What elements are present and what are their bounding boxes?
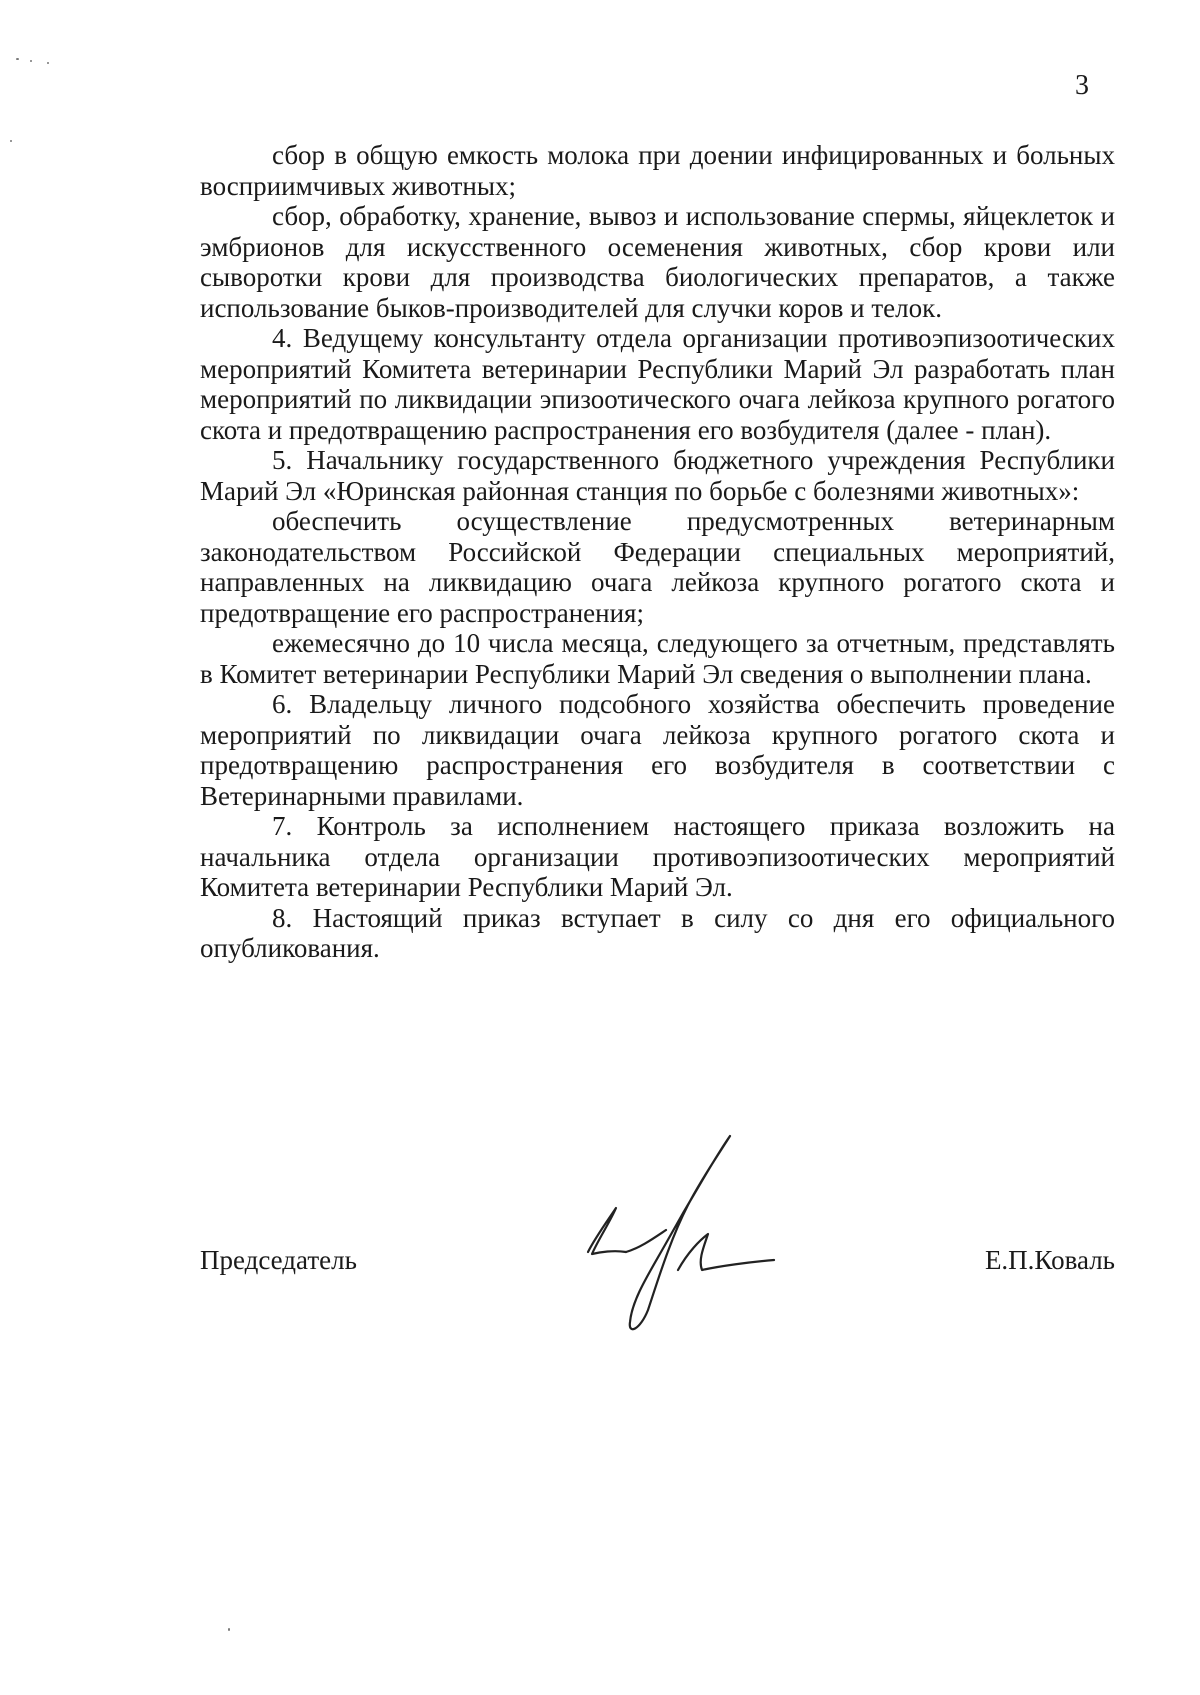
scan-speck [228, 1628, 230, 1631]
signatory-name: Е.П.Коваль [984, 1245, 1115, 1275]
paragraph-sperm-collection: сбор, обработку, хранение, вывоз и использование спермы, яйцеклеток и эмбрионов для искусственного осеменения животных, сбор крови или сыворотки крови для производства биологических препаратов, а также использование быков-производителей для случки коров и телок. [200, 201, 1115, 323]
paragraph-item-7: 7. Контроль за исполнением настоящего приказа возложить на начальника отдела организации противоэпизоотических мероприятий Комитета ветеринарии Республики Марий Эл. [200, 811, 1115, 902]
paragraph-item-4: 4. Ведущему консультанту отдела организации противоэпизоотических мероприятий Комитета ветеринарии Республики Марий Эл разработать план мероприятий по ликвидации эпизоотического очага лейкоза крупного рогатого скота и предотвращению распространения его возбудителя (далее - план). [200, 323, 1115, 445]
paragraph-item-6: 6. Владельцу личного подсобного хозяйства обеспечить проведение мероприятий по ликвидации очага лейкоза крупного рогатого скота и предотвращению распространения его возбудителя в соответствии с Ветеринарными правилами. [200, 689, 1115, 811]
paragraph-item-5: 5. Начальнику государственного бюджетного учреждения Республики Марий Эл «Юринская районная станция по борьбе с болезнями животных»: [200, 445, 1115, 506]
paragraph-ensure-measures: обеспечить осуществление предусмотренных ветеринарным законодательством Российской Федерации специальных мероприятий, направленных на ликвидацию очага лейкоза крупного рогатого скота и предотвращение его распространения; [200, 506, 1115, 628]
scan-speck [16, 58, 19, 60]
paragraph-item-8: 8. Настоящий приказ вступает в силу со дня его официального опубликования. [200, 902, 1115, 963]
scan-speck [10, 140, 12, 142]
paragraph-monthly-report: ежемесячно до 10 числа месяца, следующего за отчетным, представлять в Комитет ветеринарии Республики Марий Эл сведения о выполнении плана. [200, 628, 1115, 689]
document-body [200, 140, 1115, 964]
signatory-title: Председатель [200, 1245, 357, 1275]
paragraph-milk-collection: сбор в общую емкость молока при доении инфицированных и больных восприимчивых животных; [200, 140, 1115, 201]
scan-speck [30, 60, 32, 62]
handwritten-signature [570, 1130, 800, 1340]
signature-block [200, 1245, 1115, 1285]
page-number: 3 [1075, 70, 1089, 101]
scan-speck [47, 62, 49, 64]
